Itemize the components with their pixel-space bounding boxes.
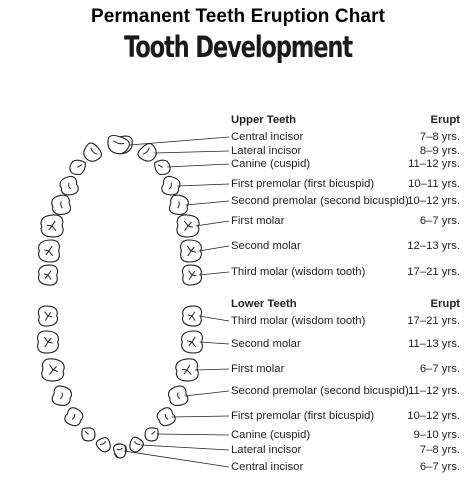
upper-leader-line [199,272,229,275]
upper-tooth-label: First molar [231,215,285,227]
lower-tooth-left [38,331,59,353]
lower-tooth-label: Third molar (wisdom tooth) [231,315,366,327]
lower-tooth-left [95,436,113,455]
lower-tooth-erupt: 6–7 yrs. [419,461,460,473]
upper-tooth-left [67,156,89,177]
lower-leader-line [200,342,229,344]
upper-tooth-label: Second premolar (second bicuspid) [231,195,409,207]
page-title: Permanent Teeth Eruption Chart [90,6,385,27]
lower-leader-line [124,451,229,467]
lower-leader-line [141,445,229,450]
lower-tooth-left [41,358,65,382]
lower-leader-line [172,416,229,417]
upper-tooth-erupt: 7–8 yrs. [419,131,460,143]
lower-tooth-erupt: 17–21 yrs. [407,315,460,327]
lower-erupt-header: Erupt [430,298,460,310]
lower-tooth-right [182,331,203,353]
lower-leader-line [199,316,229,321]
lower-leader-line [185,391,229,396]
upper-tooth-erupt: 17–21 yrs. [407,266,460,278]
lower-tooth-erupt: 11–12 yrs. [408,385,460,397]
upper-tooth-label: Canine (cuspid) [231,158,311,170]
lower-tooth-erupt: 10–12 yrs. [407,410,460,422]
upper-tooth-label: First premolar (first bicuspid) [231,178,375,190]
upper-tooth-erupt: 12–13 yrs. [407,240,460,252]
teeth-group [38,134,203,459]
lower-tooth-label: First molar [231,363,285,375]
upper-tooth-right [181,240,202,262]
lower-leader-line [157,434,229,435]
upper-tooth-left [38,265,58,286]
lower-tooth-label: Second premolar (second bicuspid) [231,385,409,397]
lower-tooth-label: Central incisor [231,461,304,473]
upper-leader-line [196,221,229,226]
lower-tooth-left [78,424,99,444]
upper-tooth-left [39,240,60,262]
upper-leader-line [186,201,229,205]
upper-tooth-erupt: 10–11 yrs. [408,178,460,190]
lower-tooth-label: Lateral incisor [231,444,302,456]
upper-tooth-label: Third molar (wisdom tooth) [231,266,366,278]
upper-tooth-erupt: 8–9 yrs. [419,145,460,157]
lower-tooth-label: Canine (cuspid) [231,429,311,441]
lower-tooth-erupt: 11–13 yrs. [408,338,460,350]
lower-tooth-left [51,384,73,407]
upper-tooth-label: Central incisor [231,131,304,143]
upper-tooth-label: Lateral incisor [231,145,302,157]
lower-tooth-erupt: 9–10 yrs. [413,429,460,441]
upper-tooth-left [58,175,79,197]
lower-teeth-header: Lower Teeth [231,298,297,310]
upper-tooth-erupt: 11–12 yrs. [408,158,460,170]
lower-tooth-left [63,406,85,429]
lower-tooth-label: First premolar (first bicuspid) [231,410,375,422]
upper-tooth-left [50,194,71,216]
lower-tooth-left [38,306,58,327]
upper-teeth-header: Upper Teeth [231,114,297,126]
upper-tooth-left [41,215,64,238]
lower-tooth-erupt: 6–7 yrs. [419,363,460,375]
upper-erupt-header: Erupt [430,114,460,126]
lower-tooth-right [182,306,202,327]
page-subtitle: Tooth Development [124,30,352,64]
upper-leader-line [177,184,229,186]
upper-leader-line [167,164,229,167]
lower-leader-line [195,369,229,370]
upper-tooth-erupt: 6–7 yrs. [419,215,460,227]
lower-tooth-label: Second molar [231,338,301,350]
upper-tooth-erupt: 10–12 yrs. [407,195,460,207]
upper-tooth-right [182,265,202,286]
lower-tooth-erupt: 7–8 yrs. [419,444,460,456]
upper-leader-line [154,151,229,153]
upper-leader-line [130,137,229,145]
upper-leader-line [199,246,229,251]
upper-tooth-label: Second molar [231,240,301,252]
